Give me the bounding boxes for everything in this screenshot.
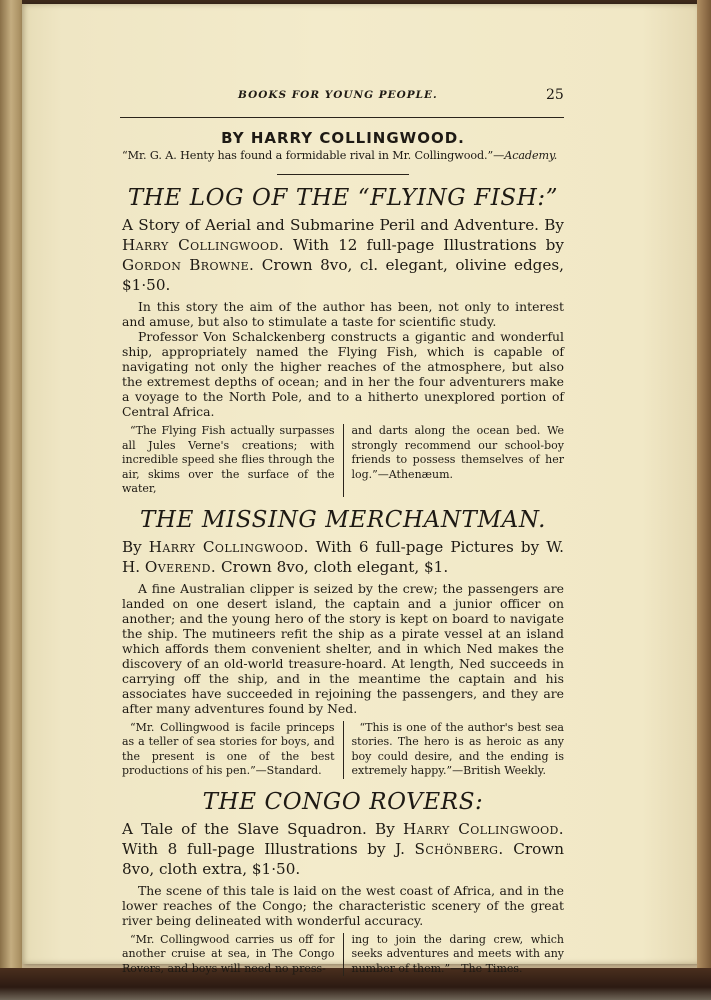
review-right: and darts along the ocean bed. We strongly recommend our school-boy friends to possess themselves of her log.”—Athenæum. (343, 424, 565, 497)
header-rule (120, 117, 564, 118)
book-title: THE CONGO ROVERS: (202, 788, 484, 815)
book-entry-congo-rovers (122, 789, 564, 977)
author-heading: BY HARRY COLLINGWOOD. (221, 129, 465, 147)
author-quote (122, 149, 564, 162)
review-right: ing to join the daring crew, which seeks adventures and meets with any number of them.”—The Times. (343, 933, 565, 977)
page-content (122, 125, 564, 976)
book-title: THE LOG OF THE “FLYING FISH:” (127, 185, 559, 211)
review-left: “The Flying Fish actually surpasses all Jules Verne's creations; with incredible speed she flies through the air, skims over the surface of the water, (122, 424, 335, 495)
pub-text: With 12 full-page Illustrations by (283, 236, 564, 254)
review-left: “Mr. Collingwood is facile princeps as a teller of sea stories for boys, and the present is one of the best productions of his pen.”—Standard. (122, 720, 335, 777)
author-quote-source: Academy. (504, 149, 558, 162)
publication-details (122, 819, 564, 879)
book-binding (0, 0, 22, 968)
book-entry-flying-fish (122, 185, 564, 497)
pub-text: A Story of Aerial and Submarine Peril and Adventure. By (122, 216, 564, 234)
section-rule (277, 174, 409, 175)
pub-text: Crown 8vo, cl. elegant, olivine edges, $1·50. (122, 256, 564, 294)
pub-text: With 8 full-page Illustrations by J. (122, 839, 415, 858)
author-name: Harry Collingwood. (122, 236, 284, 254)
publication-details (122, 537, 564, 577)
page-fore-edge (697, 0, 711, 968)
pub-text: Crown 8vo, cloth extra, $1·50. (122, 839, 564, 878)
pub-text: With 6 full-page Pictures by W. H. (122, 537, 564, 576)
pub-text: A Tale of the Slave Squadron. By (122, 819, 403, 838)
press-reviews (122, 424, 564, 497)
review-left: “Mr. Collingwood carries us off for another cruise at sea, in The Congo Rovers, and boys will need no press- (122, 932, 335, 975)
author-quote-text: “Mr. G. A. Henty has found a formidable rival in Mr. Collingwood.”— (122, 149, 505, 162)
description-paragraph: Professor Von Schalckenberg constructs a gigantic and wonderful ship, appropriately named the Flying Fish, which is capable of navigating not only the higher reaches of the atmosphere, but also the extremest depths of ocean; and in her the four adventurers make a voyage to the North Pole, and to a hitherto unexplored portion of Central Africa. (122, 329, 564, 419)
page-number: 25 (546, 87, 564, 103)
description-paragraph: The scene of this tale is laid on the west coast of Africa, and in the lower reaches of the Congo; the characteristic scenery of the great river being delineated with wonderful accuracy. (122, 882, 564, 928)
book-description (122, 299, 564, 419)
pub-text: By (122, 537, 149, 556)
illustrator-name: Schönberg. (414, 839, 504, 858)
review-right: “This is one of the author's best sea stories. The hero is as heroic as any boy could desire, and the ending is extremely happy.”—British Weekly. (343, 721, 565, 779)
description-paragraph: In this story the aim of the author has been, not only to interest and amuse, but also to stimulate a taste for scientific study. (122, 299, 564, 329)
book-entry-missing-merchantman (122, 507, 564, 779)
press-reviews (122, 721, 564, 779)
author-name: Harry Collingwood. (402, 819, 564, 838)
book-description (122, 581, 564, 716)
author-name: Harry Collingwood. (148, 537, 309, 556)
running-head: BOOKS FOR YOUNG PEOPLE. (238, 89, 438, 101)
illustrator-name: Gordon Browne. (122, 256, 255, 274)
publication-details (122, 215, 564, 295)
pub-text: Crown 8vo, cloth elegant, $1. (216, 557, 449, 576)
book-description (122, 883, 564, 928)
illustrator-name: Overend. (144, 557, 217, 576)
book-title: THE MISSING MERCHANTMAN. (139, 506, 547, 533)
press-reviews (122, 933, 564, 977)
description-paragraph: A fine Australian clipper is seized by the crew; the passengers are landed on one desert island, the captain and a junior officer on another; and the young hero of the story is kept on board to navigate the ship. The mutineers refit the ship as a pirate vessel at an island which affords them convenient shelter, and in which Ned makes the discovery of an old-world treasure-hoard. At length, Ned succeeds in carrying off the ship, and in the meantime the captain and his associates have succeeded in rejoining the passengers, and they are after many adventures found by Ned. (122, 580, 564, 716)
